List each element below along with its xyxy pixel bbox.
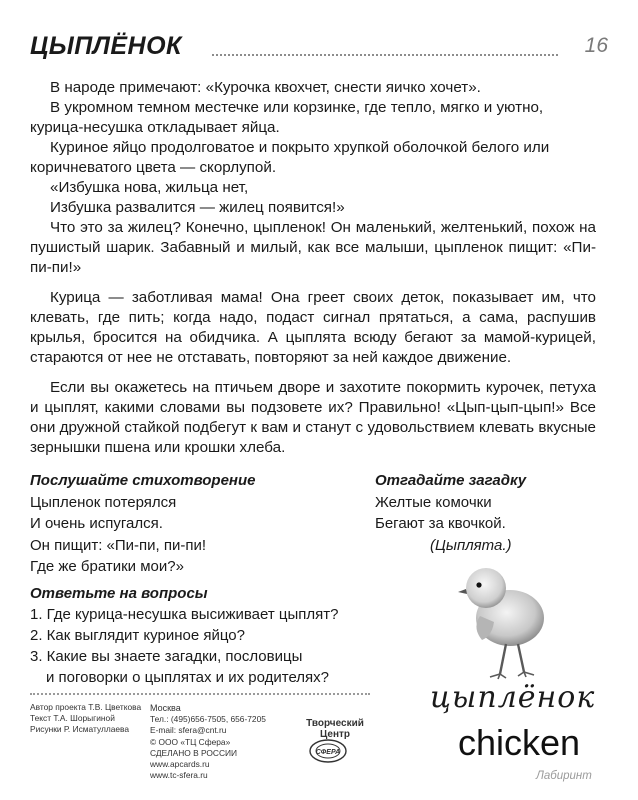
paragraph: В укромном темном местечке или корзинке, где тепло, мягко и уютно, курица-несушка откладывает яйца. xyxy=(30,99,544,136)
credit-line: Текст Т.А. Шорыгиной xyxy=(30,713,115,723)
logo-text: СФЕРА xyxy=(315,749,341,756)
question-item: 3. Какие вы знаете загадки, пословицы xyxy=(30,648,303,665)
publisher-logo-block xyxy=(290,718,380,768)
poem-line: Цыпленок потерялся xyxy=(30,493,177,511)
credit-line: Автор проекта Т.В. Цветкова xyxy=(30,702,142,712)
publisher-name-line: Центр xyxy=(319,729,351,740)
contact-website: www.tc-sfera.ru xyxy=(150,770,208,781)
riddle-answer: (Цыплята.) xyxy=(430,536,512,554)
question-item-continuation: и поговорки о цыплятах и их родителях? xyxy=(46,669,330,686)
sfera-logo-icon xyxy=(308,738,348,764)
main-text xyxy=(30,78,596,458)
credit-line: Рисунки Р. Исматуллаева xyxy=(30,724,130,734)
word-english: chicken xyxy=(458,722,581,763)
question-item: 1. Где курица-несушка высиживает цыплят? xyxy=(30,606,339,623)
paragraph: Курица — заботливая мама! Она греет своих деток, показывает им, что клевать, где пить; когда надо, подаст сигнал прятаться, а сама, распушив крылья, бросится на обидчика. А цыплята всюду бегают за мамой-курицей, стараются от нее не отставать, повторяют за ней каждое движение. xyxy=(30,289,596,366)
word-russian: цыплёнок xyxy=(430,680,596,715)
poem-line: Он пищит: «Пи-пи, пи-пи! xyxy=(30,536,207,554)
questions-section xyxy=(30,583,375,688)
chick-photo xyxy=(448,556,573,681)
riddle-line: Бегают за квочкой. xyxy=(375,515,506,532)
questions-heading: Ответьте на вопросы xyxy=(30,585,208,602)
poem-heading: Послушайте стихотворение xyxy=(30,472,256,489)
paragraph: В народе примечают: «Курочка квохчет, снести яичко хочет». xyxy=(50,79,481,96)
publisher-name xyxy=(290,718,380,740)
contact-copyright: © ООО «ТЦ Сфера» xyxy=(150,736,231,747)
riddle-heading: Отгадайте загадку xyxy=(375,472,527,489)
paragraph: Куриное яйцо продолговатое и покрыто хрупкой оболочкой белого или коричневатого цвета — скорлупой. xyxy=(30,139,550,176)
paragraph: Что это за жилец? Конечно, цыпленок! Он маленький, желтенький, похож на пушистый шарик. Забавный и милый, как все малыши, цыпленок пищит: «Пи-пи-пи!» xyxy=(30,219,596,276)
question-item: 2. Как выглядит куриное яйцо? xyxy=(30,627,245,644)
publisher-name-line: Творческий xyxy=(306,718,364,729)
page-header xyxy=(30,32,608,72)
footer-dotted-rule xyxy=(30,693,370,695)
riddle-quote-line: Избушка развалится — жилец появится!» xyxy=(50,199,345,216)
publisher-contacts xyxy=(150,703,275,781)
poem-section xyxy=(30,470,360,578)
page-title: ЦЫПЛЁНОК xyxy=(30,32,182,60)
contact-city: Москва xyxy=(150,703,181,713)
riddle-quote-line: «Избушка нова, жильца нет, xyxy=(50,179,249,196)
contact-website: www.apcards.ru xyxy=(150,759,210,770)
contact-email: E-mail: sfera@cnt.ru xyxy=(150,725,227,736)
watermark: Лабиринт xyxy=(536,770,592,782)
riddle-line: Желтые комочки xyxy=(375,493,492,511)
page-number: 16 xyxy=(584,34,608,57)
poem-line: Где же братики мои?» xyxy=(30,558,184,575)
header-dotted-rule xyxy=(212,54,558,56)
paragraph: Если вы окажетесь на птичьем дворе и захотите покормить курочек, петуха и цыплят, какими словами вы подзовете их? Правильно! «Цып-цып-цып!» Все они дружной стайкой подбегут к вам и станут с удовольствием клевать вкусные зернышки пшена или крошки хлеба. xyxy=(30,379,596,456)
credits xyxy=(30,702,150,735)
contact-made-in: СДЕЛАНО В РОССИИ xyxy=(150,747,238,758)
contact-phone: Тел.: (495)656-7505, 656-7205 xyxy=(150,714,266,725)
riddle-section xyxy=(375,470,615,556)
poem-line: И очень испугался. xyxy=(30,515,163,532)
